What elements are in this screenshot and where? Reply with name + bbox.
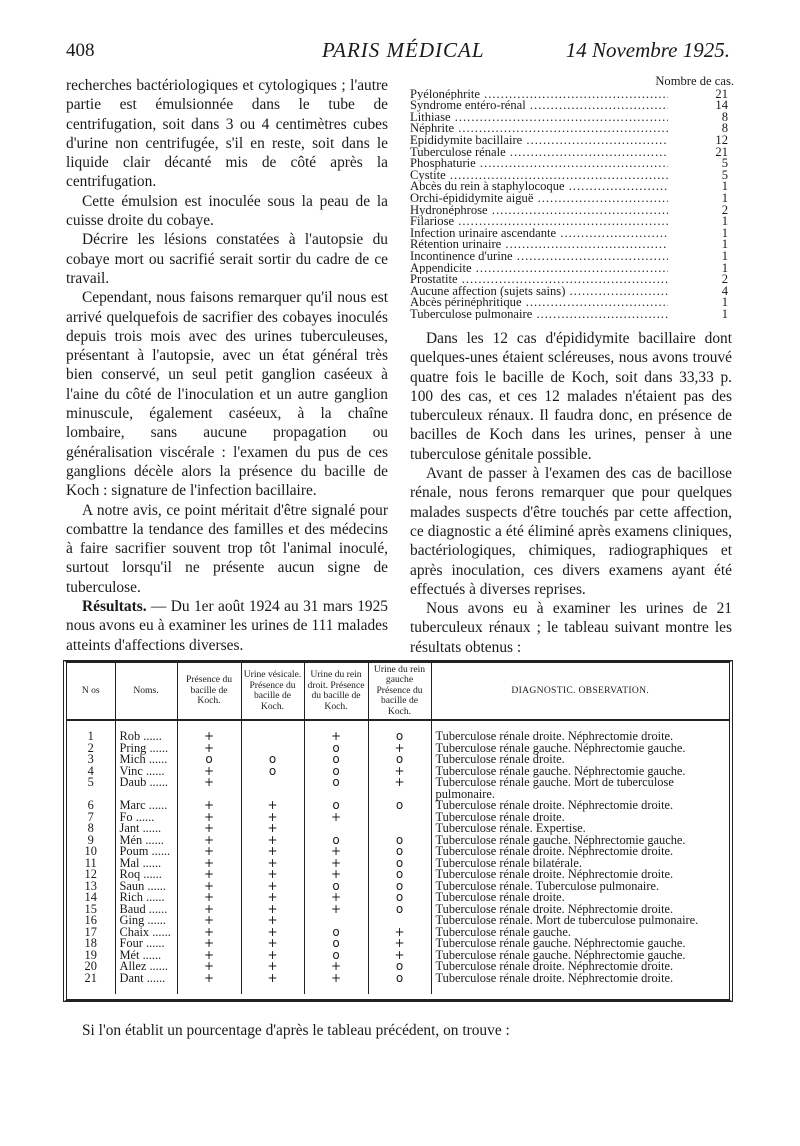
patient-name: Mét ...... — [115, 950, 177, 962]
patient-name: Saun ...... — [115, 881, 177, 893]
row-number: 1 — [67, 720, 115, 743]
case-count: 1 — [721, 248, 728, 263]
koch-presence: + — [177, 858, 241, 870]
vesical-urine: + — [241, 846, 304, 858]
diagnosis: Tuberculose rénale. Tuberculose pulmonaire. — [435, 878, 660, 893]
case-label: Néphrite ..... — [410, 123, 668, 135]
left-kidney-urine: + — [368, 927, 431, 939]
koch-presence: + — [177, 881, 241, 893]
koch-presence: + — [177, 869, 241, 881]
case-count: 5 — [721, 167, 728, 182]
header-rein-gauche: Urine du rein gauche Présence du bacille de Koch. — [368, 663, 431, 720]
header-diagnostic: DIAGNOSTIC. OBSERVATION. — [431, 663, 729, 720]
koch-presence: + — [177, 938, 241, 950]
case-count: 21 — [715, 144, 728, 159]
patient-name: Four ...... — [115, 938, 177, 950]
case-label: Epididymite bacillaire ..... — [410, 135, 668, 147]
koch-presence: + — [177, 800, 241, 812]
vesical-urine: + — [241, 892, 304, 904]
left-kidney-urine: o — [368, 869, 431, 881]
vesical-urine: + — [241, 973, 304, 995]
vesical-urine: + — [241, 904, 304, 916]
vesical-urine: + — [241, 835, 304, 847]
page-header — [66, 38, 730, 68]
row-number: 15 — [67, 904, 115, 916]
case-count: 12 — [715, 132, 728, 147]
patient-name: Ging ...... — [115, 915, 177, 927]
case-count: 1 — [721, 190, 728, 205]
koch-presence: + — [177, 743, 241, 755]
case-row — [410, 123, 734, 135]
left-kidney-urine: o — [368, 858, 431, 870]
left-kidney-urine — [368, 812, 431, 824]
patient-name: Fo ...... — [115, 812, 177, 824]
table-row — [67, 720, 729, 743]
koch-presence: + — [177, 812, 241, 824]
right-column — [410, 329, 732, 657]
right-kidney-urine: + — [304, 961, 368, 973]
vesical-urine — [241, 777, 304, 789]
table-row — [67, 812, 729, 824]
row-number: 2 — [67, 743, 115, 755]
row-number: 17 — [67, 927, 115, 939]
patient-name: Daub ...... — [115, 777, 177, 789]
vesical-urine: + — [241, 869, 304, 881]
left-kidney-urine: o — [368, 904, 431, 916]
case-row — [410, 109, 734, 124]
koch-presence: + — [177, 927, 241, 939]
results-paragraph — [66, 597, 388, 655]
header-koch: Présence du bacille de Koch. — [177, 663, 241, 720]
case-row — [410, 202, 734, 217]
case-label: Prostatite ..... — [410, 274, 668, 286]
vesical-urine: + — [241, 800, 304, 812]
row-number: 13 — [67, 881, 115, 893]
row-number: 12 — [67, 869, 115, 881]
diagnosis: Tuberculose rénale. Mort de tuberculose pulmonaire. — [435, 913, 699, 927]
koch-presence: + — [177, 961, 241, 973]
right-kidney-urine: o — [304, 754, 368, 766]
row-number: 7 — [67, 812, 115, 824]
case-label: Hydronéphrose ..... — [410, 205, 668, 217]
vesical-urine: + — [241, 823, 304, 835]
vesical-urine: + — [241, 881, 304, 893]
case-label: Abcès du rein à staphylocoque ..... — [410, 181, 668, 193]
cases-header: Nombre de cas. — [655, 74, 734, 88]
vesical-urine: + — [241, 927, 304, 939]
paragraph: Dans les 12 cas d'épididymite bacillaire dont quelques-unes étaient scléreuses, nous avons trouvé quatre fois le bacille de Koch, soit dans 33,33 p. 100 des cas, et ces 12 malades n'étaient pas des tuberculeux rénaux. Il faudra donc, en présence de bacilles de Koch dans les urines, penser à une tuberculose génitale possible. — [410, 330, 732, 463]
vesical-urine: + — [241, 938, 304, 950]
case-count: 8 — [721, 121, 728, 136]
koch-presence: + — [177, 823, 241, 835]
row-number: 18 — [67, 938, 115, 950]
case-count: 21 — [715, 86, 728, 101]
patient-name: Vinc ...... — [115, 766, 177, 778]
paragraph: A notre avis, ce point méritait d'être signalé pour combattre la tendance des familles et des médecins à faire sacrifier souvent trop tôt l'animal inoculé, surtout lorsqu'il ne présente aucun signe de tuberculose. — [66, 501, 388, 596]
diagnosis: Tuberculose rénale droite. Néphrectomie droite. — [435, 901, 674, 916]
case-row — [410, 190, 734, 205]
case-label: Lithiase ..... — [410, 112, 668, 124]
row-number: 10 — [67, 846, 115, 858]
row-number: 6 — [67, 800, 115, 812]
patient-name: Roq ...... — [115, 869, 177, 881]
diagnosis: Tuberculose rénale gauche. — [435, 924, 571, 939]
case-row — [410, 100, 734, 112]
right-kidney-urine: o — [304, 881, 368, 893]
left-kidney-urine: o — [368, 973, 431, 995]
case-label: Filariose ..... — [410, 216, 668, 228]
diagnosis: Tuberculose rénale droite. — [435, 752, 565, 766]
diagnosis: Tuberculose rénale gauche. Néphrectomie gauche. — [435, 936, 686, 950]
table-row — [67, 973, 729, 995]
right-kidney-urine: + — [304, 892, 368, 904]
case-label: Rétention urinaire ..... — [410, 239, 668, 251]
koch-presence: + — [177, 915, 241, 927]
row-number: 8 — [67, 823, 115, 835]
left-kidney-urine: + — [368, 938, 431, 950]
case-label: Tuberculose rénale ..... — [410, 147, 668, 159]
case-row — [410, 181, 734, 193]
diagnosis: Tuberculose rénale gauche. Néphrectomie gauche. — [435, 832, 686, 847]
koch-presence: + — [177, 904, 241, 916]
vesical-urine: + — [241, 812, 304, 824]
case-row — [410, 132, 734, 147]
koch-presence: + — [177, 766, 241, 778]
patient-name: Rob ...... — [115, 720, 177, 743]
case-count: 1 — [721, 179, 728, 194]
case-label: Appendicite ..... — [410, 263, 668, 275]
left-kidney-urine: + — [368, 743, 431, 755]
right-kidney-urine: + — [304, 904, 368, 916]
paragraph: Nous avons eu à examiner les urines de 21 tuberculeux rénaux ; le tableau suivant montre les résultats obtenus : — [410, 600, 732, 656]
table-header-row — [67, 663, 729, 720]
patient-name: Pring ...... — [115, 743, 177, 755]
case-row — [410, 216, 734, 228]
case-label: Abcès périnéphritique ..... — [410, 297, 668, 309]
koch-presence: + — [177, 892, 241, 904]
row-number: 4 — [67, 766, 115, 778]
table-row — [67, 777, 729, 789]
closing-sentence: Si l'on établit un pourcentage d'après le tableau précédent, on trouve : — [82, 1022, 510, 1039]
row-number: 5 — [67, 777, 115, 789]
right-kidney-urine: o — [304, 835, 368, 847]
case-count: 1 — [721, 306, 728, 321]
diagnosis: Tuberculose rénale gauche. Néphrectomie gauche. — [435, 740, 686, 755]
results-text: — Du 1er août 1924 au 31 mars 1925 nous avons eu à examiner les urines de 111 malades atteints d'affections diverses. — [66, 598, 388, 654]
case-row — [410, 239, 734, 251]
case-row — [410, 158, 734, 170]
left-kidney-urine: o — [368, 961, 431, 973]
results-heading: Résultats. — [82, 598, 147, 616]
left-kidney-urine: o — [368, 754, 431, 766]
vesical-urine: + — [241, 950, 304, 962]
right-kidney-urine: o — [304, 927, 368, 939]
vesical-urine: o — [241, 754, 304, 766]
header-name: Noms. — [115, 663, 177, 720]
case-count: 8 — [721, 109, 728, 124]
vesical-urine — [241, 720, 304, 743]
header-rein-droit: Urine du rein droit. Présence du bacille de Koch. — [304, 663, 368, 720]
right-kidney-urine: o — [304, 800, 368, 812]
paragraph: Avant de passer à l'examen des cas de bacillose rénale, nous ferons remarquer que pour quelques malades suspects d'être touchés par cette affection, ce diagnostic a été éliminé après examens cliniques, bactériologiques, chimiques, radiographiques et après inoculation, ces divers examens ayant été effectués à diverses reprises. — [410, 465, 732, 598]
case-row — [410, 283, 734, 298]
koch-presence: + — [177, 950, 241, 962]
patient-name: Baud ...... — [115, 904, 177, 916]
patient-name: Chaix ...... — [115, 927, 177, 939]
left-column — [66, 76, 388, 655]
diagnosis: Tuberculose rénale droite. — [435, 890, 565, 904]
right-kidney-urine: + — [304, 812, 368, 824]
right-kidney-urine: o — [304, 950, 368, 962]
diagnosis: Tuberculose rénale gauche. Mort de tuberculose — [435, 775, 674, 789]
row-number: 14 — [67, 892, 115, 904]
case-row — [410, 225, 734, 240]
case-label: Orchi-épididymite aiguë ..... — [410, 193, 668, 205]
patient-name: Mal ...... — [115, 858, 177, 870]
header-num: N os — [67, 663, 115, 720]
left-kidney-urine: o — [368, 881, 431, 893]
right-kidney-urine: + — [304, 846, 368, 858]
page-number: 408 — [66, 40, 95, 61]
case-row — [410, 144, 734, 159]
left-kidney-urine: o — [368, 892, 431, 904]
paragraph: Cependant, nous faisons remarquer qu'il nous est arrivé quelquefois de sacrifier des cobayes inoculés depuis trois mois avec des urines tuberculeuses, présentant à l'autopsie, avec un état général très bien conservé, un seul petit ganglion caséeux à l'aine du côté de l'inoculation et un autre ganglion minuscule, également caséeux, à la chaîne lombaire, sans aucune propagation ou généralisation viscérale : l'examen du pus de ces ganglions décèle alors la présence du bacille de Koch : signature de l'infection bacillaire. — [66, 289, 388, 500]
left-kidney-urine: o — [368, 835, 431, 847]
row-number: 19 — [67, 950, 115, 962]
diagnosis: Tuberculose rénale bilatérale. — [435, 855, 582, 870]
table-row — [67, 800, 729, 812]
diagnosis: Tuberculose rénale droite. Néphrectomie droite. — [435, 959, 674, 973]
case-count: 1 — [721, 260, 728, 275]
koch-presence: o — [177, 754, 241, 766]
case-count: 1 — [721, 295, 728, 310]
right-kidney-urine: + — [304, 858, 368, 870]
cases-rows — [410, 86, 734, 321]
table-body — [67, 720, 729, 994]
paragraph: recherches bactériologiques et cytologiques ; l'autre partie est émulsionnée dans le tube de centrifugation, soit dans 3 ou 4 centimètres cubes d'urine non centrifugée, s'il en reste, soit dans le liquide clair décanté mis de côté après la centrifugation. — [66, 77, 388, 191]
case-label: Cystite ..... — [410, 170, 668, 182]
case-row — [410, 306, 734, 321]
patient-name: Mich ...... — [115, 754, 177, 766]
case-label: Infection urinaire ascendante ..... — [410, 228, 668, 240]
patient-name: Mén ...... — [115, 835, 177, 847]
right-kidney-urine: + — [304, 720, 368, 743]
vesical-urine: + — [241, 915, 304, 927]
right-kidney-urine: o — [304, 777, 368, 789]
case-label: Phosphaturie ..... — [410, 158, 668, 170]
left-kidney-urine: o — [368, 720, 431, 743]
results-table — [67, 663, 729, 994]
vesical-urine: + — [241, 961, 304, 973]
diagnosis: pulmonaire. — [435, 786, 496, 801]
right-kidney-urine: o — [304, 938, 368, 950]
row-number: 20 — [67, 961, 115, 973]
case-count: 1 — [721, 237, 728, 252]
diagnosis: Tuberculose rénale droite. Néphrectomie droite. — [435, 729, 674, 743]
patient-name: Dant ...... — [115, 973, 177, 995]
issue-date: 14 Novembre 1925. — [565, 38, 730, 62]
right-kidney-urine: + — [304, 869, 368, 881]
left-kidney-urine: + — [368, 777, 431, 789]
journal-title: PARIS MÉDICAL — [322, 38, 485, 62]
vesical-urine: o — [241, 766, 304, 778]
patient-name: Poum ...... — [115, 846, 177, 858]
left-kidney-urine: o — [368, 846, 431, 858]
paragraph: Cette émulsion est inoculée sous la peau de la cuisse droite du cobaye. — [66, 192, 388, 230]
vesical-urine: + — [241, 858, 304, 870]
koch-presence: + — [177, 777, 241, 789]
case-count: 1 — [721, 225, 728, 240]
koch-presence: + — [177, 720, 241, 743]
right-kidney-urine: o — [304, 766, 368, 778]
right-kidney-urine: o — [304, 743, 368, 755]
row-number: 11 — [67, 858, 115, 870]
case-count: 2 — [721, 272, 728, 287]
case-count: 4 — [721, 283, 728, 298]
case-count: 2 — [721, 202, 728, 217]
diagnosis: Tuberculose rénale droite. Néphrectomie droite. — [435, 867, 674, 881]
patient-name: Marc ...... — [115, 800, 177, 812]
case-row — [410, 248, 734, 263]
koch-presence: + — [177, 973, 241, 995]
case-count: 1 — [721, 214, 728, 229]
diagnosis: Tuberculose rénale gauche. Néphrectomie gauche. — [435, 947, 686, 962]
case-row — [410, 260, 734, 275]
header-vesicale: Urine vésicale. Présence du bacille de Koch. — [241, 663, 304, 720]
row-number: 3 — [67, 754, 115, 766]
case-label: Syndrome entéro-rénal ..... — [410, 100, 668, 112]
patient-name: Jant ...... — [115, 823, 177, 835]
case-row — [410, 86, 734, 101]
case-row — [410, 297, 734, 309]
row-number: 16 — [67, 915, 115, 927]
case-row — [410, 274, 734, 286]
cases-list — [410, 76, 734, 320]
left-kidney-urine: + — [368, 766, 431, 778]
case-label: Incontinence d'urine ..... — [410, 251, 668, 263]
case-row — [410, 167, 734, 182]
diagnosis: Tuberculose rénale. Expertise. — [435, 821, 586, 835]
diagnosis: Tuberculose rénale gauche. Néphrectomie gauche. — [435, 763, 686, 778]
koch-presence: + — [177, 835, 241, 847]
paragraph: Décrire les lésions constatées à l'autopsie du cobaye mort ou sacrifié serait sortir du cadre de ce travail. — [66, 231, 388, 287]
diagnosis: Tuberculose rénale droite. Néphrectomie droite. — [435, 798, 674, 812]
case-label: Aucune affection (sujets sains) ..... — [410, 286, 668, 298]
row-number: 21 — [67, 973, 115, 995]
koch-presence: + — [177, 846, 241, 858]
case-label: Tuberculose pulmonaire ..... — [410, 309, 668, 321]
case-count: 14 — [715, 98, 728, 113]
right-kidney-urine: + — [304, 973, 368, 995]
diagnosis: Tuberculose rénale droite. Néphrectomie droite. — [435, 844, 674, 858]
diagnosis: Tuberculose rénale droite. — [435, 809, 565, 824]
left-kidney-urine: o — [368, 800, 431, 812]
row-number: 9 — [67, 835, 115, 847]
patient-name: Allez ...... — [115, 961, 177, 973]
left-kidney-urine: + — [368, 950, 431, 962]
case-count: 5 — [721, 156, 728, 171]
diagnosis: Tuberculose rénale droite. Néphrectomie droite. — [435, 970, 674, 985]
koch-results-table — [63, 660, 733, 1002]
patient-name: Rich ...... — [115, 892, 177, 904]
case-label: Pyélonéphrite ..... — [410, 89, 668, 101]
